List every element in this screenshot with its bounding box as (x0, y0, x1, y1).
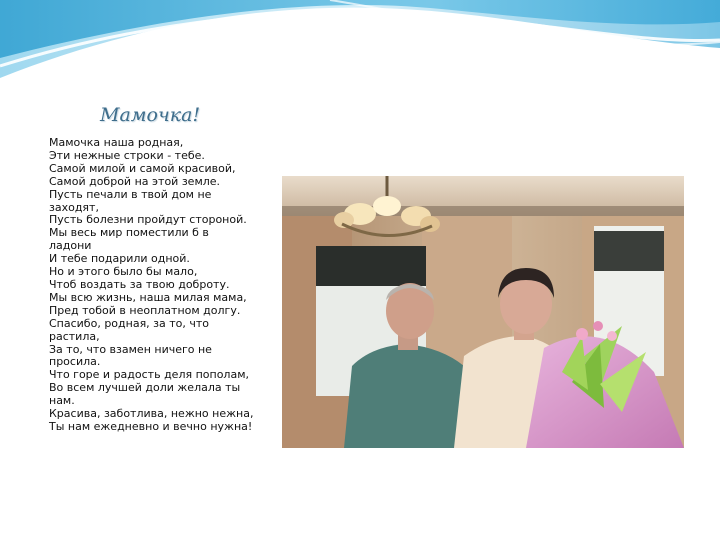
poem-line: За то, что взамен ничего не (49, 342, 212, 356)
poem-line: Спасибо, родная, за то, что (49, 316, 210, 330)
poem-line: Эти нежные строки - тебе. (49, 148, 205, 162)
poem-line: Во всем лучшей доли желала ты (49, 381, 241, 395)
family-photo (282, 176, 684, 448)
window-left-dark-pane (316, 246, 426, 286)
poem-line: растила, (49, 329, 100, 343)
poem-line: Пусть болезни пройдут стороной. (49, 213, 247, 227)
poem-line: Ты нам ежедневно и вечно нужна! (49, 419, 253, 433)
poem-line: нам. (49, 394, 75, 408)
poem-line: Что горе и радость деля пополам, (49, 368, 249, 382)
poem-line: Пусть печали в твой дом не (49, 187, 212, 201)
poem-line: просила. (49, 355, 101, 369)
poem-line: И тебе подарили одной. (49, 252, 190, 266)
poem-line: Мамочка наша родная, (49, 136, 184, 149)
header-wave-decoration (0, 0, 720, 90)
slide-title: Мамочка! (100, 104, 201, 126)
poem-line: Мы всю жизнь, наша милая мама, (49, 290, 247, 304)
poem-line: Чтоб воздать за твою доброту. (49, 277, 230, 291)
poem-line: ладони (49, 239, 92, 253)
poem-line: Пред тобой в неоплатном долгу. (49, 303, 241, 317)
poem-line: Самой милой и самой красивой, (49, 161, 236, 175)
poem-line: Мы весь мир поместили б в (49, 226, 209, 240)
poem-line: Но и этого было бы мало, (49, 265, 198, 279)
poem-line: заходят, (49, 200, 99, 214)
window-right-dark-pane (594, 231, 664, 271)
poem-line: Самой доброй на этой земле. (49, 174, 221, 188)
poem-line: Красива, заботлива, нежно нежна, (49, 407, 254, 421)
poem-text (49, 137, 274, 434)
